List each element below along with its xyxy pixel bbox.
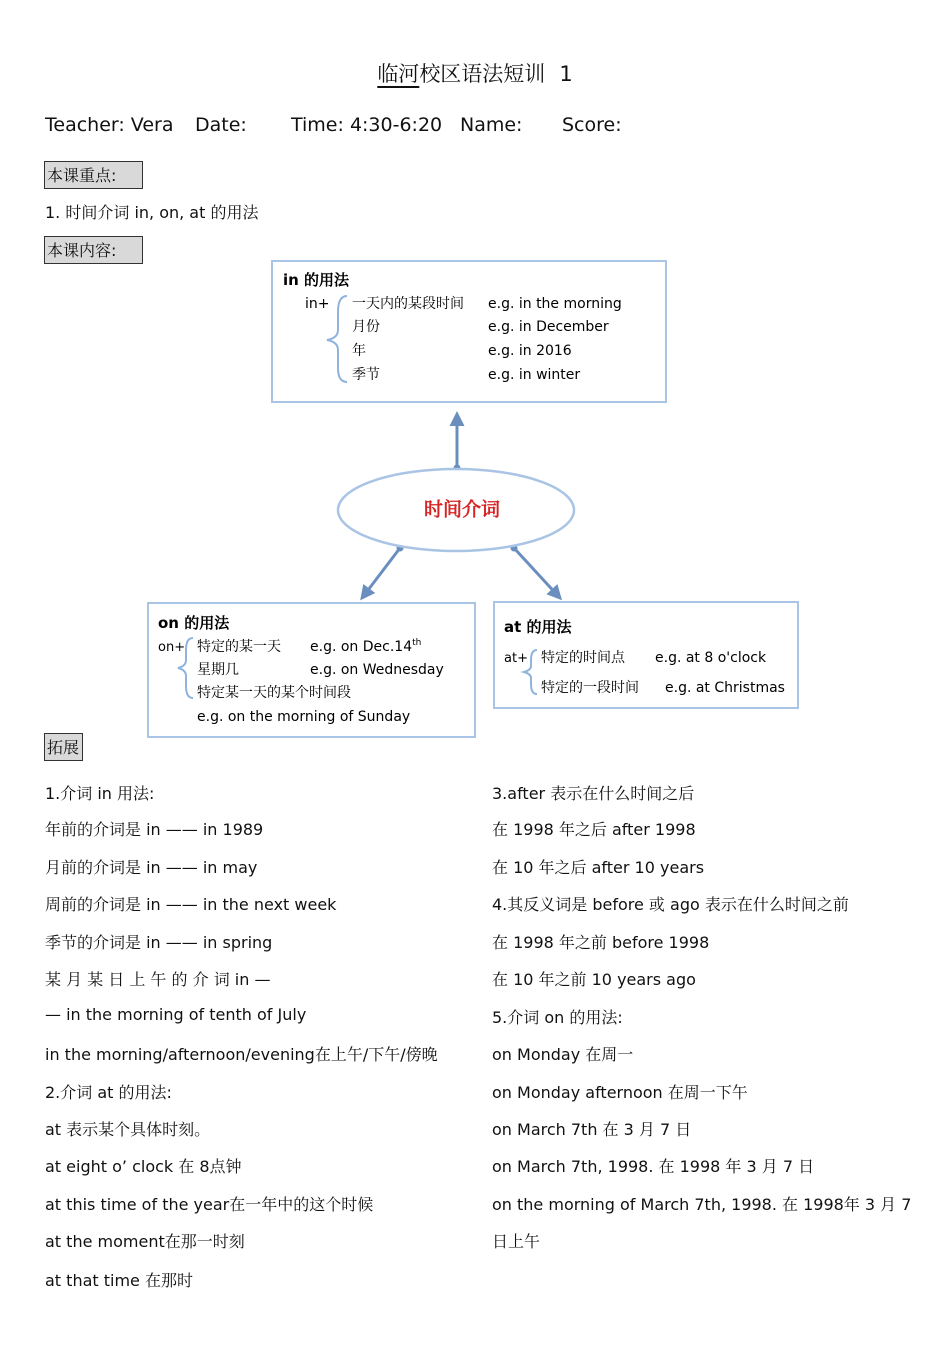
- left-line: 某 月 某 日 上 午 的 介 词 in —: [45, 970, 271, 989]
- center-node: [338, 469, 574, 551]
- at-example: e.g. at Christmas: [665, 680, 785, 696]
- on-extra-example: e.g. on the morning of Sunday: [197, 709, 411, 725]
- right-line: on March 7th, 1998. 在 1998 年 3 月 7 日: [492, 1157, 815, 1176]
- title-number: 1: [559, 62, 573, 86]
- extension-label: 拓展: [44, 733, 83, 761]
- right-line: 日上午: [492, 1232, 541, 1251]
- on-item: 星期几: [197, 662, 239, 678]
- in-item: 年: [352, 343, 366, 359]
- center-label: 时间介词: [423, 498, 501, 521]
- left-line: 周前的介词是 in —— in the next week: [45, 895, 337, 914]
- title-course: 校区语法短训: [419, 62, 546, 86]
- in-example: e.g. in the morning: [488, 296, 622, 312]
- key-point-1: 1. 时间介词 in, on, at 的用法: [45, 203, 259, 222]
- in-example: e.g. in December: [488, 319, 609, 335]
- title-campus: 临河: [377, 62, 420, 86]
- right-line: on March 7th 在 3 月 7 日: [492, 1120, 692, 1139]
- in-usage-box: [272, 261, 666, 402]
- arrow-to-on: [362, 548, 400, 598]
- name-field: Name:: [460, 114, 523, 136]
- right-line: on the morning of March 7th, 1998. 在 1998年 3 月 7: [492, 1195, 912, 1214]
- right-line: 在 1998 年之前 before 1998: [492, 933, 710, 952]
- score-field: Score:: [562, 114, 622, 136]
- on-item: 特定某一天的某个时间段: [197, 685, 351, 701]
- left-line: at 表示某个具体时刻。: [45, 1120, 211, 1139]
- at-usage-box: [494, 602, 798, 708]
- at-item: 特定的一段时间: [541, 680, 639, 696]
- left-line: 2.介词 at 的用法:: [45, 1083, 172, 1102]
- at-box-prefix: at+: [504, 651, 528, 666]
- left-line: 年前的介词是 in —— in 1989: [45, 820, 264, 839]
- left-line: at this time of the year在一年中的这个时候: [45, 1195, 374, 1214]
- date-field: Date:: [195, 114, 247, 136]
- left-line: 季节的介词是 in —— in spring: [45, 933, 273, 952]
- right-line: on Monday 在周一: [492, 1045, 634, 1064]
- in-item: 月份: [352, 319, 380, 335]
- on-box-prefix: on+: [158, 640, 186, 655]
- at-example: e.g. at 8 o'clock: [655, 650, 767, 666]
- right-line: 4.其反义词是 before 或 ago 表示在什么时间之前: [492, 895, 849, 914]
- teacher-field: Teacher: Vera: [45, 114, 174, 136]
- in-item: 季节: [352, 367, 380, 383]
- on-item: 特定的某一天: [197, 639, 281, 655]
- time-field: Time: 4:30-6:20: [291, 114, 443, 136]
- on-usage-box: [148, 603, 475, 737]
- right-line: 5.介词 on 的用法:: [492, 1008, 623, 1027]
- left-line: in the morning/afternoon/evening在上午/下午/傍晚: [45, 1045, 438, 1064]
- left-line: at the moment在那一时刻: [45, 1232, 245, 1251]
- at-box-title: at 的用法: [504, 618, 572, 636]
- content-label: 本课内容:: [44, 236, 143, 264]
- on-example: e.g. on Dec.14th: [310, 638, 422, 655]
- left-line: at that time 在那时: [45, 1271, 193, 1290]
- on-example: e.g. on Wednesday: [310, 662, 444, 678]
- in-item: 一天内的某段时间: [352, 296, 464, 312]
- arrow-to-at: [514, 548, 560, 598]
- right-line: on Monday afternoon 在周一下午: [492, 1083, 748, 1102]
- right-line: 3.after 表示在什么时间之后: [492, 784, 695, 803]
- left-line: — in the morning of tenth of July: [45, 1005, 307, 1024]
- left-line: 1.介词 in 用法:: [45, 784, 155, 803]
- in-box-title: in 的用法: [283, 271, 350, 289]
- left-line: at eight o’ clock 在 8点钟: [45, 1157, 242, 1176]
- right-line: 在 1998 年之后 after 1998: [492, 820, 696, 839]
- in-box-prefix: in+: [305, 296, 330, 312]
- in-example: e.g. in winter: [488, 367, 581, 383]
- key-points-label: 本课重点:: [44, 161, 143, 189]
- in-example: e.g. in 2016: [488, 343, 572, 359]
- left-line: 月前的介词是 in —— in may: [45, 858, 258, 877]
- on-box-title: on 的用法: [158, 614, 230, 632]
- right-line: 在 10 年之后 after 10 years: [492, 858, 705, 877]
- right-line: 在 10 年之前 10 years ago: [492, 970, 696, 989]
- at-item: 特定的时间点: [541, 650, 625, 666]
